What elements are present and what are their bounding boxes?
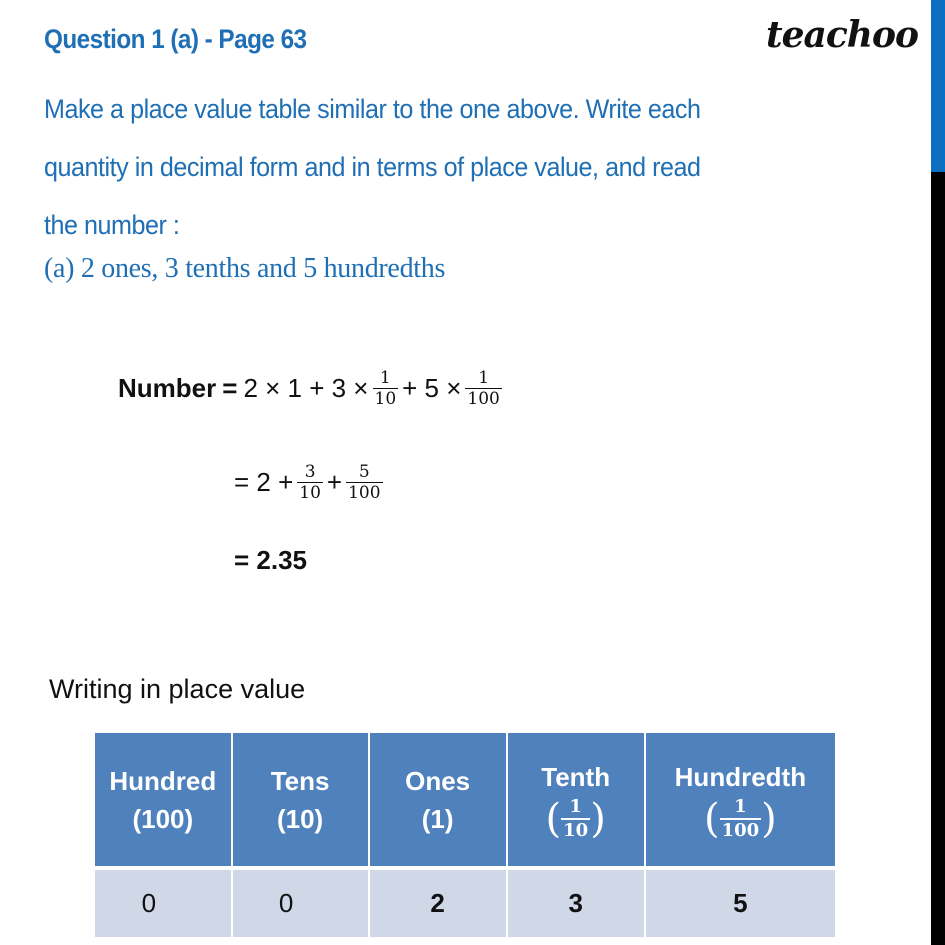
- expression-term: + 5 ×: [402, 373, 462, 403]
- numerator: 5: [358, 462, 370, 482]
- header-hundred: [95, 733, 233, 870]
- denominator: 100: [721, 819, 760, 841]
- header-tens: [233, 733, 370, 870]
- expression-term: = 2 +: [234, 467, 294, 497]
- header-fraction: ( $\frac{1}{100}$ ): [703, 795, 777, 842]
- header-label: Tens: [270, 765, 330, 796]
- numerator: 1: [379, 368, 391, 388]
- cell-hundred: [95, 870, 233, 937]
- cell-tens: [233, 870, 370, 937]
- solution-line-2: [234, 462, 387, 503]
- header-fraction: ( $\frac{1}{10}$ ): [545, 795, 606, 842]
- question-text: [44, 80, 924, 254]
- fraction: [297, 462, 323, 503]
- cell-tenth: [508, 870, 646, 937]
- header-value: (10): [276, 803, 324, 834]
- cell-value: 2: [430, 888, 445, 918]
- equals-sign: =: [222, 373, 238, 403]
- denominator: 100: [348, 483, 381, 503]
- place-value-table: [95, 733, 835, 937]
- result-value: = 2.35: [234, 545, 308, 575]
- side-accent-bar-black: [931, 172, 945, 945]
- header-ones: [370, 733, 508, 870]
- teachoo-logo: teachoo: [766, 14, 918, 56]
- question-line: the number :: [44, 210, 180, 240]
- page-title: Question 1 (a) - Page 63: [44, 24, 307, 54]
- question-part-a: (a) 2 ones, 3 tenths and 5 hundredths: [44, 253, 446, 284]
- fraction: [465, 368, 501, 409]
- expression-term: 2 × 1 + 3 ×: [243, 373, 369, 403]
- header-value: (100): [132, 803, 194, 834]
- header-label: Hundred: [109, 765, 217, 796]
- cell-value: 0: [141, 888, 157, 918]
- fraction: [346, 462, 382, 503]
- numerator: 1: [478, 368, 490, 388]
- cell-hundredth: [646, 870, 835, 937]
- cell-ones: [370, 870, 508, 937]
- side-accent-bar-blue: [931, 0, 945, 172]
- header-label: Hundredth: [674, 761, 807, 792]
- header-label: Tenth: [541, 761, 611, 792]
- solution-line-1: [118, 368, 506, 409]
- header-value: (1): [421, 803, 454, 834]
- numerator: 1: [734, 795, 747, 817]
- question-line: quantity in decimal form and in terms of place value, and read: [44, 152, 701, 182]
- question-line: Make a place value table similar to the one above. Write each: [44, 94, 701, 124]
- header-label: Ones: [405, 765, 471, 796]
- cell-value: 3: [568, 888, 583, 918]
- table-header-row: [95, 733, 835, 870]
- cell-value: 5: [733, 888, 748, 918]
- table-row: [95, 870, 835, 937]
- plus-sign: +: [326, 467, 343, 497]
- denominator: 10: [299, 483, 321, 503]
- solution-line-3: [234, 545, 307, 576]
- numerator: 3: [304, 462, 316, 482]
- denominator: 10: [374, 389, 397, 409]
- header-hundredth: [646, 733, 835, 870]
- denominator: 10: [563, 819, 589, 841]
- numerator: 1: [569, 795, 582, 817]
- number-label: Number: [118, 373, 217, 403]
- denominator: 100: [467, 389, 500, 409]
- fraction: [373, 368, 399, 409]
- place-value-label: Writing in place value: [49, 674, 306, 704]
- cell-value: 0: [278, 888, 294, 918]
- header-tenth: [508, 733, 646, 870]
